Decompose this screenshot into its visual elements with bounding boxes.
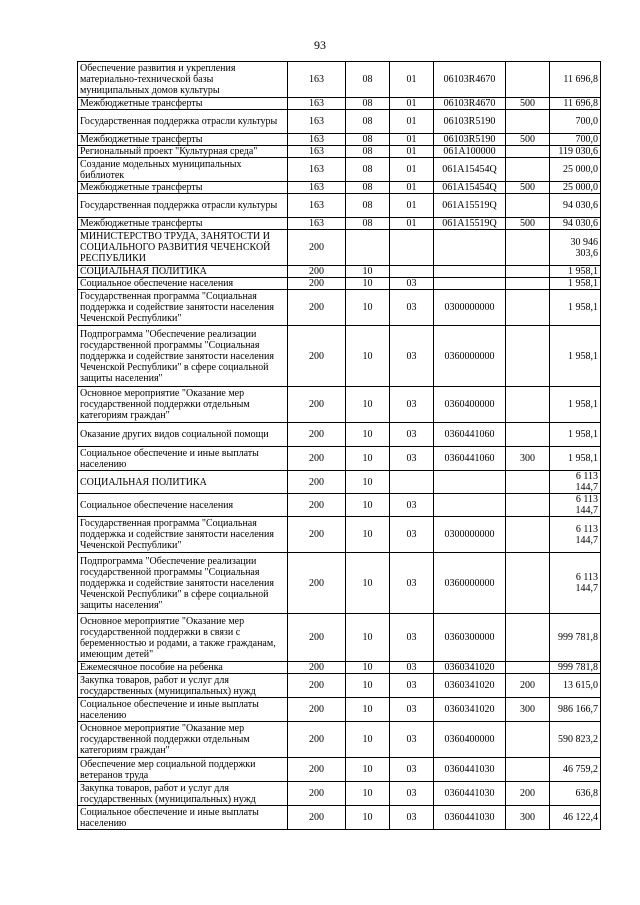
table-row [78, 447, 601, 471]
cell-name: МИНИСТЕРСТВО ТРУДА, ЗАНЯТОСТИ И СОЦИАЛЬНОГО РАЗВИТИЯ ЧЕЧЕНСКОЙ РЕСПУБЛИКИ [78, 230, 288, 266]
cell-ved: 163 [288, 158, 346, 182]
cell-vr [506, 158, 550, 182]
cell-ved: 200 [288, 447, 346, 471]
cell-sum: 25 000,0 [550, 182, 601, 194]
cell-sum: 6 113 144,7 [550, 471, 601, 494]
cell-pr [390, 266, 434, 278]
cell-name: Межбюджетные трансферты [78, 182, 288, 194]
cell-name: Подпрограмма "Обеспечение реализации государственной программы "Социальная поддержка и содействие занятости населения Чеченской Республики" в сфере социальной защиты населения" [78, 553, 288, 614]
cell-rz: 10 [346, 494, 390, 517]
cell-sum: 46 122,4 [550, 806, 601, 830]
cell-sum: 1 958,1 [550, 423, 601, 447]
cell-vr [506, 194, 550, 218]
cell-csr: 0360341020 [434, 674, 506, 698]
table-row [78, 517, 601, 553]
cell-vr [506, 146, 550, 158]
cell-sum: 46 759,2 [550, 758, 601, 782]
cell-pr [390, 230, 434, 266]
cell-csr: 0360000000 [434, 326, 506, 387]
cell-vr [506, 758, 550, 782]
cell-csr: 0360400000 [434, 387, 506, 423]
cell-rz: 08 [346, 158, 390, 182]
table-row [78, 471, 601, 494]
cell-vr: 200 [506, 782, 550, 806]
cell-vr [506, 494, 550, 517]
cell-csr: 06103R4670 [434, 98, 506, 110]
cell-sum: 13 615,0 [550, 674, 601, 698]
cell-csr: 0360441030 [434, 806, 506, 830]
cell-name: Социальное обеспечение населения [78, 494, 288, 517]
table-row [78, 290, 601, 326]
table-row [78, 722, 601, 758]
cell-sum: 1 958,1 [550, 326, 601, 387]
cell-ved: 200 [288, 674, 346, 698]
cell-name: Основное мероприятие "Оказание мер государственной поддержки в связи с беременностью и родами, а также гражданам, имеющим детей" [78, 614, 288, 662]
table-row [78, 698, 601, 722]
table-row [78, 494, 601, 517]
table-row [78, 146, 601, 158]
cell-name: Социальное обеспечение и иные выплаты населению [78, 806, 288, 830]
cell-pr: 03 [390, 662, 434, 674]
cell-pr: 01 [390, 194, 434, 218]
cell-rz: 10 [346, 517, 390, 553]
cell-vr [506, 290, 550, 326]
cell-name: Создание модельных муниципальных библиотек [78, 158, 288, 182]
cell-pr: 03 [390, 722, 434, 758]
cell-ved: 163 [288, 134, 346, 146]
cell-rz: 08 [346, 182, 390, 194]
cell-name: Закупка товаров, работ и услуг для государственных (муниципальных) нужд [78, 782, 288, 806]
cell-rz: 08 [346, 62, 390, 98]
cell-csr: 0360341020 [434, 662, 506, 674]
cell-vr [506, 387, 550, 423]
cell-ved: 200 [288, 758, 346, 782]
cell-rz: 10 [346, 471, 390, 494]
cell-name: Закупка товаров, работ и услуг для государственных (муниципальных) нужд [78, 674, 288, 698]
cell-csr: 061A15454Q [434, 182, 506, 194]
cell-sum: 6 113 144,7 [550, 494, 601, 517]
cell-rz: 10 [346, 722, 390, 758]
cell-rz: 10 [346, 387, 390, 423]
table-row [78, 614, 601, 662]
cell-ved: 200 [288, 614, 346, 662]
cell-pr: 03 [390, 806, 434, 830]
cell-name: Подпрограмма "Обеспечение реализации государственной программы "Социальная поддержка и содействие занятости населения Чеченской Республики" в сфере социальной защиты населения" [78, 326, 288, 387]
cell-vr: 300 [506, 698, 550, 722]
cell-name: Межбюджетные трансферты [78, 98, 288, 110]
cell-rz: 10 [346, 266, 390, 278]
cell-vr [506, 62, 550, 98]
cell-rz: 08 [346, 146, 390, 158]
table-row [78, 134, 601, 146]
cell-name: Региональный проект "Культурная среда" [78, 146, 288, 158]
cell-name: Социальное обеспечение и иные выплаты населению [78, 698, 288, 722]
cell-pr: 03 [390, 614, 434, 662]
cell-ved: 200 [288, 423, 346, 447]
cell-ved: 163 [288, 146, 346, 158]
cell-rz: 10 [346, 553, 390, 614]
cell-csr: 061A15454Q [434, 158, 506, 182]
cell-rz: 08 [346, 194, 390, 218]
cell-sum: 999 781,8 [550, 614, 601, 662]
cell-rz: 10 [346, 447, 390, 471]
cell-rz: 08 [346, 218, 390, 230]
cell-ved: 163 [288, 98, 346, 110]
cell-pr: 01 [390, 146, 434, 158]
cell-vr: 500 [506, 98, 550, 110]
cell-sum: 94 030,6 [550, 218, 601, 230]
table-row [78, 326, 601, 387]
cell-sum: 590 823,2 [550, 722, 601, 758]
cell-pr: 01 [390, 134, 434, 146]
cell-ved: 200 [288, 387, 346, 423]
cell-csr: 0360441060 [434, 447, 506, 471]
page-number: 93 [314, 38, 326, 52]
cell-csr: 0360000000 [434, 553, 506, 614]
cell-rz: 10 [346, 290, 390, 326]
cell-name: Межбюджетные трансферты [78, 134, 288, 146]
cell-ved: 200 [288, 266, 346, 278]
cell-sum: 30 946 303,6 [550, 230, 601, 266]
table-row [78, 758, 601, 782]
cell-ved: 163 [288, 194, 346, 218]
cell-ved: 200 [288, 517, 346, 553]
cell-rz: 10 [346, 278, 390, 290]
cell-name: Основное мероприятие "Оказание мер государственной поддержки отдельным категориям граждан" [78, 722, 288, 758]
cell-name: Оказание других видов социальной помощи [78, 423, 288, 447]
cell-sum: 1 958,1 [550, 278, 601, 290]
cell-name: Социальное обеспечение населения [78, 278, 288, 290]
cell-csr [434, 278, 506, 290]
table-row [78, 553, 601, 614]
cell-vr: 300 [506, 447, 550, 471]
table-row [78, 182, 601, 194]
cell-name: Государственная поддержка отрасли культуры [78, 110, 288, 134]
cell-pr: 03 [390, 447, 434, 471]
cell-pr: 03 [390, 674, 434, 698]
table-row [78, 806, 601, 830]
cell-csr: 0360441030 [434, 758, 506, 782]
cell-sum: 999 781,8 [550, 662, 601, 674]
cell-vr [506, 110, 550, 134]
cell-vr: 500 [506, 182, 550, 194]
cell-pr: 03 [390, 326, 434, 387]
cell-ved: 163 [288, 62, 346, 98]
cell-sum: 986 166,7 [550, 698, 601, 722]
cell-csr: 0360300000 [434, 614, 506, 662]
cell-sum: 119 030,6 [550, 146, 601, 158]
cell-vr [506, 266, 550, 278]
cell-csr [434, 266, 506, 278]
table-row [78, 278, 601, 290]
cell-pr [390, 471, 434, 494]
cell-csr: 0360400000 [434, 722, 506, 758]
cell-pr: 01 [390, 98, 434, 110]
cell-rz: 10 [346, 806, 390, 830]
cell-name: Государственная программа "Социальная поддержка и содействие занятости населения Чеченской Республики" [78, 517, 288, 553]
cell-name: СОЦИАЛЬНАЯ ПОЛИТИКА [78, 266, 288, 278]
cell-name: СОЦИАЛЬНАЯ ПОЛИТИКА [78, 471, 288, 494]
cell-pr: 03 [390, 278, 434, 290]
cell-sum: 636,8 [550, 782, 601, 806]
cell-rz: 10 [346, 674, 390, 698]
cell-sum: 700,0 [550, 110, 601, 134]
cell-vr [506, 553, 550, 614]
cell-pr: 03 [390, 517, 434, 553]
cell-name: Основное мероприятие "Оказание мер государственной поддержки отдельным категориям граждан" [78, 387, 288, 423]
cell-vr [506, 662, 550, 674]
cell-vr [506, 423, 550, 447]
cell-pr: 01 [390, 218, 434, 230]
cell-name: Межбюджетные трансферты [78, 218, 288, 230]
cell-pr: 03 [390, 553, 434, 614]
cell-rz: 08 [346, 98, 390, 110]
cell-pr: 01 [390, 182, 434, 194]
cell-rz: 10 [346, 698, 390, 722]
cell-vr: 500 [506, 218, 550, 230]
cell-name: Государственная поддержка отрасли культуры [78, 194, 288, 218]
cell-sum: 700,0 [550, 134, 601, 146]
table-row [78, 158, 601, 182]
cell-csr: 0360341020 [434, 698, 506, 722]
cell-sum: 94 030,6 [550, 194, 601, 218]
cell-vr: 200 [506, 674, 550, 698]
cell-pr: 03 [390, 698, 434, 722]
cell-ved: 200 [288, 553, 346, 614]
cell-ved: 200 [288, 230, 346, 266]
cell-pr: 01 [390, 110, 434, 134]
cell-csr: 061A15519Q [434, 218, 506, 230]
cell-ved: 200 [288, 722, 346, 758]
cell-vr [506, 278, 550, 290]
cell-sum: 25 000,0 [550, 158, 601, 182]
cell-rz: 10 [346, 326, 390, 387]
cell-ved: 200 [288, 782, 346, 806]
cell-rz: 08 [346, 134, 390, 146]
cell-name: Обеспечение мер социальной поддержки ветеранов труда [78, 758, 288, 782]
table-row [78, 110, 601, 134]
table-row [78, 98, 601, 110]
cell-csr: 0300000000 [434, 290, 506, 326]
cell-csr: 0300000000 [434, 517, 506, 553]
cell-ved: 163 [288, 218, 346, 230]
cell-vr [506, 722, 550, 758]
cell-csr: 06103R5190 [434, 134, 506, 146]
cell-rz: 10 [346, 782, 390, 806]
cell-rz: 08 [346, 110, 390, 134]
cell-vr [506, 471, 550, 494]
table-row [78, 423, 601, 447]
cell-ved: 200 [288, 806, 346, 830]
table-row [78, 662, 601, 674]
cell-csr [434, 494, 506, 517]
cell-pr: 03 [390, 423, 434, 447]
cell-name: Ежемесячное пособие на ребенка [78, 662, 288, 674]
cell-csr [434, 230, 506, 266]
cell-csr: 06103R5190 [434, 110, 506, 134]
cell-pr: 03 [390, 387, 434, 423]
cell-rz: 10 [346, 662, 390, 674]
cell-ved: 200 [288, 662, 346, 674]
cell-csr: 06103R4670 [434, 62, 506, 98]
budget-table-body [78, 62, 601, 830]
cell-name: Обеспечение развития и укрепления материально-технической базы муниципальных домов культуры [78, 62, 288, 98]
cell-rz: 10 [346, 423, 390, 447]
table-row [78, 218, 601, 230]
table-row [78, 674, 601, 698]
table-row [78, 782, 601, 806]
cell-ved: 163 [288, 110, 346, 134]
cell-pr: 01 [390, 62, 434, 98]
cell-pr: 01 [390, 158, 434, 182]
cell-rz [346, 230, 390, 266]
cell-pr: 03 [390, 494, 434, 517]
cell-vr [506, 230, 550, 266]
table-row [78, 62, 601, 98]
cell-vr: 300 [506, 806, 550, 830]
table-row [78, 387, 601, 423]
cell-sum: 11 696,8 [550, 62, 601, 98]
cell-sum: 1 958,1 [550, 447, 601, 471]
table-row [78, 266, 601, 278]
cell-pr: 03 [390, 758, 434, 782]
cell-vr [506, 614, 550, 662]
cell-sum: 1 958,1 [550, 290, 601, 326]
cell-name: Государственная программа "Социальная поддержка и содействие занятости населения Чеченской Республики" [78, 290, 288, 326]
cell-sum: 11 696,8 [550, 98, 601, 110]
cell-sum: 6 113 144,7 [550, 517, 601, 553]
cell-ved: 200 [288, 326, 346, 387]
cell-ved: 200 [288, 278, 346, 290]
cell-vr [506, 517, 550, 553]
cell-ved: 163 [288, 182, 346, 194]
table-row [78, 230, 601, 266]
table-row [78, 194, 601, 218]
cell-name: Социальное обеспечение и иные выплаты населению [78, 447, 288, 471]
cell-ved: 200 [288, 494, 346, 517]
cell-ved: 200 [288, 698, 346, 722]
cell-vr [506, 326, 550, 387]
cell-csr: 061A15519Q [434, 194, 506, 218]
cell-sum: 1 958,1 [550, 387, 601, 423]
cell-rz: 10 [346, 758, 390, 782]
cell-csr [434, 471, 506, 494]
cell-ved: 200 [288, 290, 346, 326]
budget-table [77, 61, 601, 830]
cell-csr: 0360441060 [434, 423, 506, 447]
cell-sum: 6 113 144,7 [550, 553, 601, 614]
cell-pr: 03 [390, 782, 434, 806]
cell-csr: 061A100000 [434, 146, 506, 158]
cell-pr: 03 [390, 290, 434, 326]
cell-ved: 200 [288, 471, 346, 494]
cell-csr: 0360441030 [434, 782, 506, 806]
cell-sum: 1 958,1 [550, 266, 601, 278]
cell-rz: 10 [346, 614, 390, 662]
cell-vr: 500 [506, 134, 550, 146]
